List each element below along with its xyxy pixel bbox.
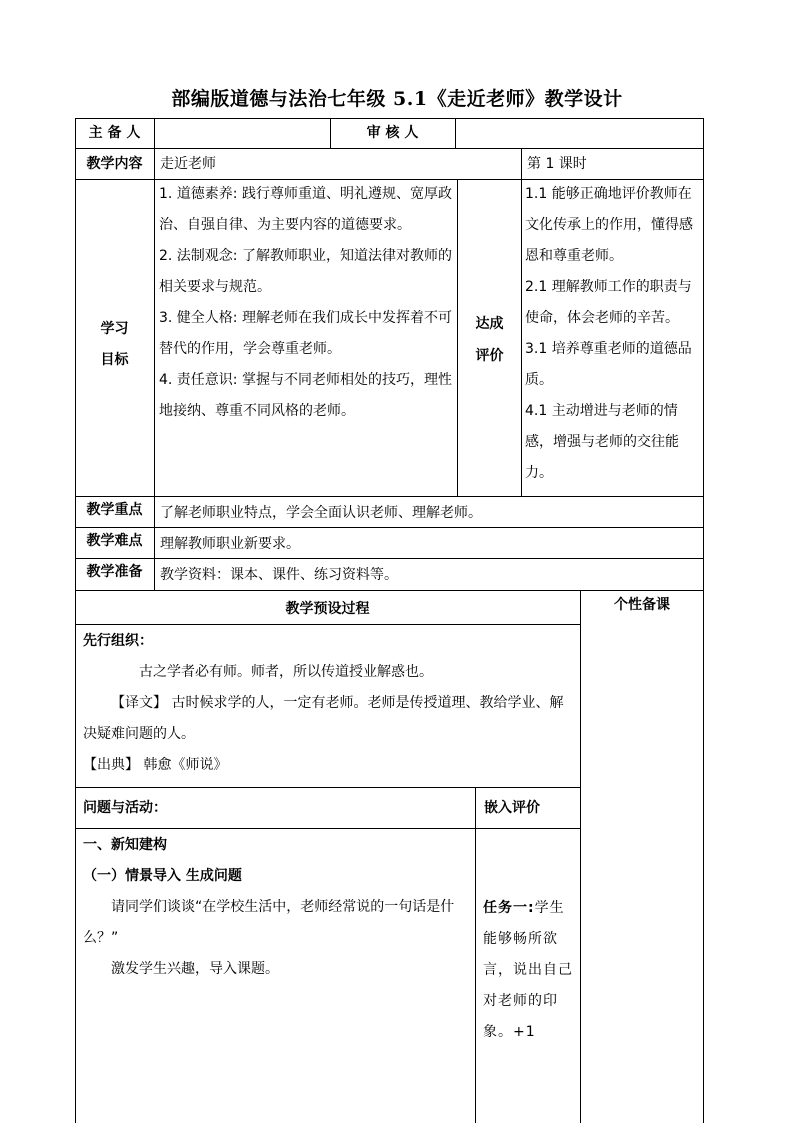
task-text: 学生能够畅所欲言，说出自己对老师的印象。+1 — [483, 900, 573, 1040]
table-rule — [75, 527, 704, 528]
section-title: 一、新知建构 — [83, 837, 167, 853]
table-rule — [75, 558, 704, 559]
content-value: 走近老师 — [160, 156, 216, 172]
goal-item: 3. 健全人格: 理解老师在我们成长中发挥着不可替代的作用，学会尊重老师。 — [159, 310, 452, 357]
goal-item: 4. 责任意识: 掌握与不同老师相处的技巧，理性地接纳、尊重不同风格的老师。 — [159, 372, 452, 419]
goals-list — [159, 179, 455, 427]
quote-source: 【出典】 韩愈《师说》 — [83, 757, 228, 773]
evaluation-item: 4.1 主动增进与老师的情感，增强与老师的交往能力。 — [525, 403, 679, 481]
task-label: 任务一: — [483, 900, 535, 916]
evaluation-item: 2.1 理解教师工作的职责与使命，体会老师的辛苦。 — [525, 279, 692, 326]
subsection-title: （一）情景导入 生成问题 — [83, 868, 242, 884]
evaluation-item: 1.1 能够正确地评价教师在文化传承上的作用，懂得感恩和尊重老师。 — [525, 186, 693, 264]
goal-item: 2. 法制观念: 了解教师职业，知道法律对教师的相关要求与规范。 — [159, 248, 452, 295]
quote-translation: 【译文】 古时候求学的人，一定有老师。老师是传授道理、教给学业、解决疑难问题的人。 — [83, 695, 564, 742]
preparer-label: 主 备 人 — [88, 125, 141, 141]
table-rule — [154, 118, 155, 590]
activity-text: 激发学生兴趣，导入课题。 — [111, 961, 279, 977]
reviewer-label: 审 核 人 — [366, 125, 419, 141]
table-rule — [75, 787, 580, 788]
prep-value: 教学资料：课本、课件、练习资料等。 — [160, 567, 398, 583]
table-rule — [521, 148, 522, 496]
table-rule — [75, 118, 704, 119]
evaluation-label: 达成 评价 — [475, 316, 504, 364]
embedded-evaluation-header: 嵌入评价 — [484, 800, 540, 816]
task-evaluation — [483, 893, 577, 1048]
table-rule — [75, 624, 580, 625]
period-value: 第 1 课时 — [527, 156, 587, 172]
evaluation-item: 3.1 培养尊重老师的道德品质。 — [525, 341, 692, 388]
lesson-plan-table — [75, 118, 704, 1123]
goals-label: 学习 目标 — [100, 321, 129, 368]
difficulty-value: 理解教师职业新要求。 — [160, 536, 300, 552]
content-label: 教学内容 — [86, 156, 143, 172]
organizer-title: 先行组织： — [83, 633, 153, 649]
activity-text: 请同学们谈谈“在学校生活中，老师经常说的一句话是什么？” — [83, 899, 455, 946]
classical-quote: 古之学者必有师。师者，所以传道授业解惑也。 — [139, 664, 433, 680]
table-rule — [703, 118, 704, 1123]
table-rule — [475, 787, 476, 1123]
focus-value: 了解老师职业特点，学会全面认识老师、理解老师。 — [160, 505, 482, 521]
table-rule — [580, 590, 581, 1123]
difficulty-label: 教学难点 — [86, 533, 143, 549]
table-rule — [75, 148, 704, 149]
activities-header: 问题与活动： — [83, 800, 167, 816]
goal-item: 1. 道德素养: 践行尊师重道、明礼遵规、宽厚政治、自强自律、为主要内容的道德要求。 — [159, 186, 452, 233]
table-rule — [455, 118, 456, 148]
activities-content — [83, 830, 471, 985]
table-rule — [75, 590, 704, 591]
prep-label: 教学准备 — [86, 564, 143, 580]
process-header: 教学预设过程 — [285, 601, 370, 617]
evaluation-list — [525, 179, 701, 489]
table-rule — [75, 118, 76, 1123]
personal-prep-header: 个性备课 — [614, 597, 670, 613]
page-title: 部编版道德与法治七年级 5.1《走近老师》教学设计 — [171, 88, 623, 110]
focus-label: 教学重点 — [86, 502, 143, 518]
table-rule — [75, 496, 704, 497]
table-rule — [75, 828, 580, 829]
organizer-block — [83, 626, 575, 781]
